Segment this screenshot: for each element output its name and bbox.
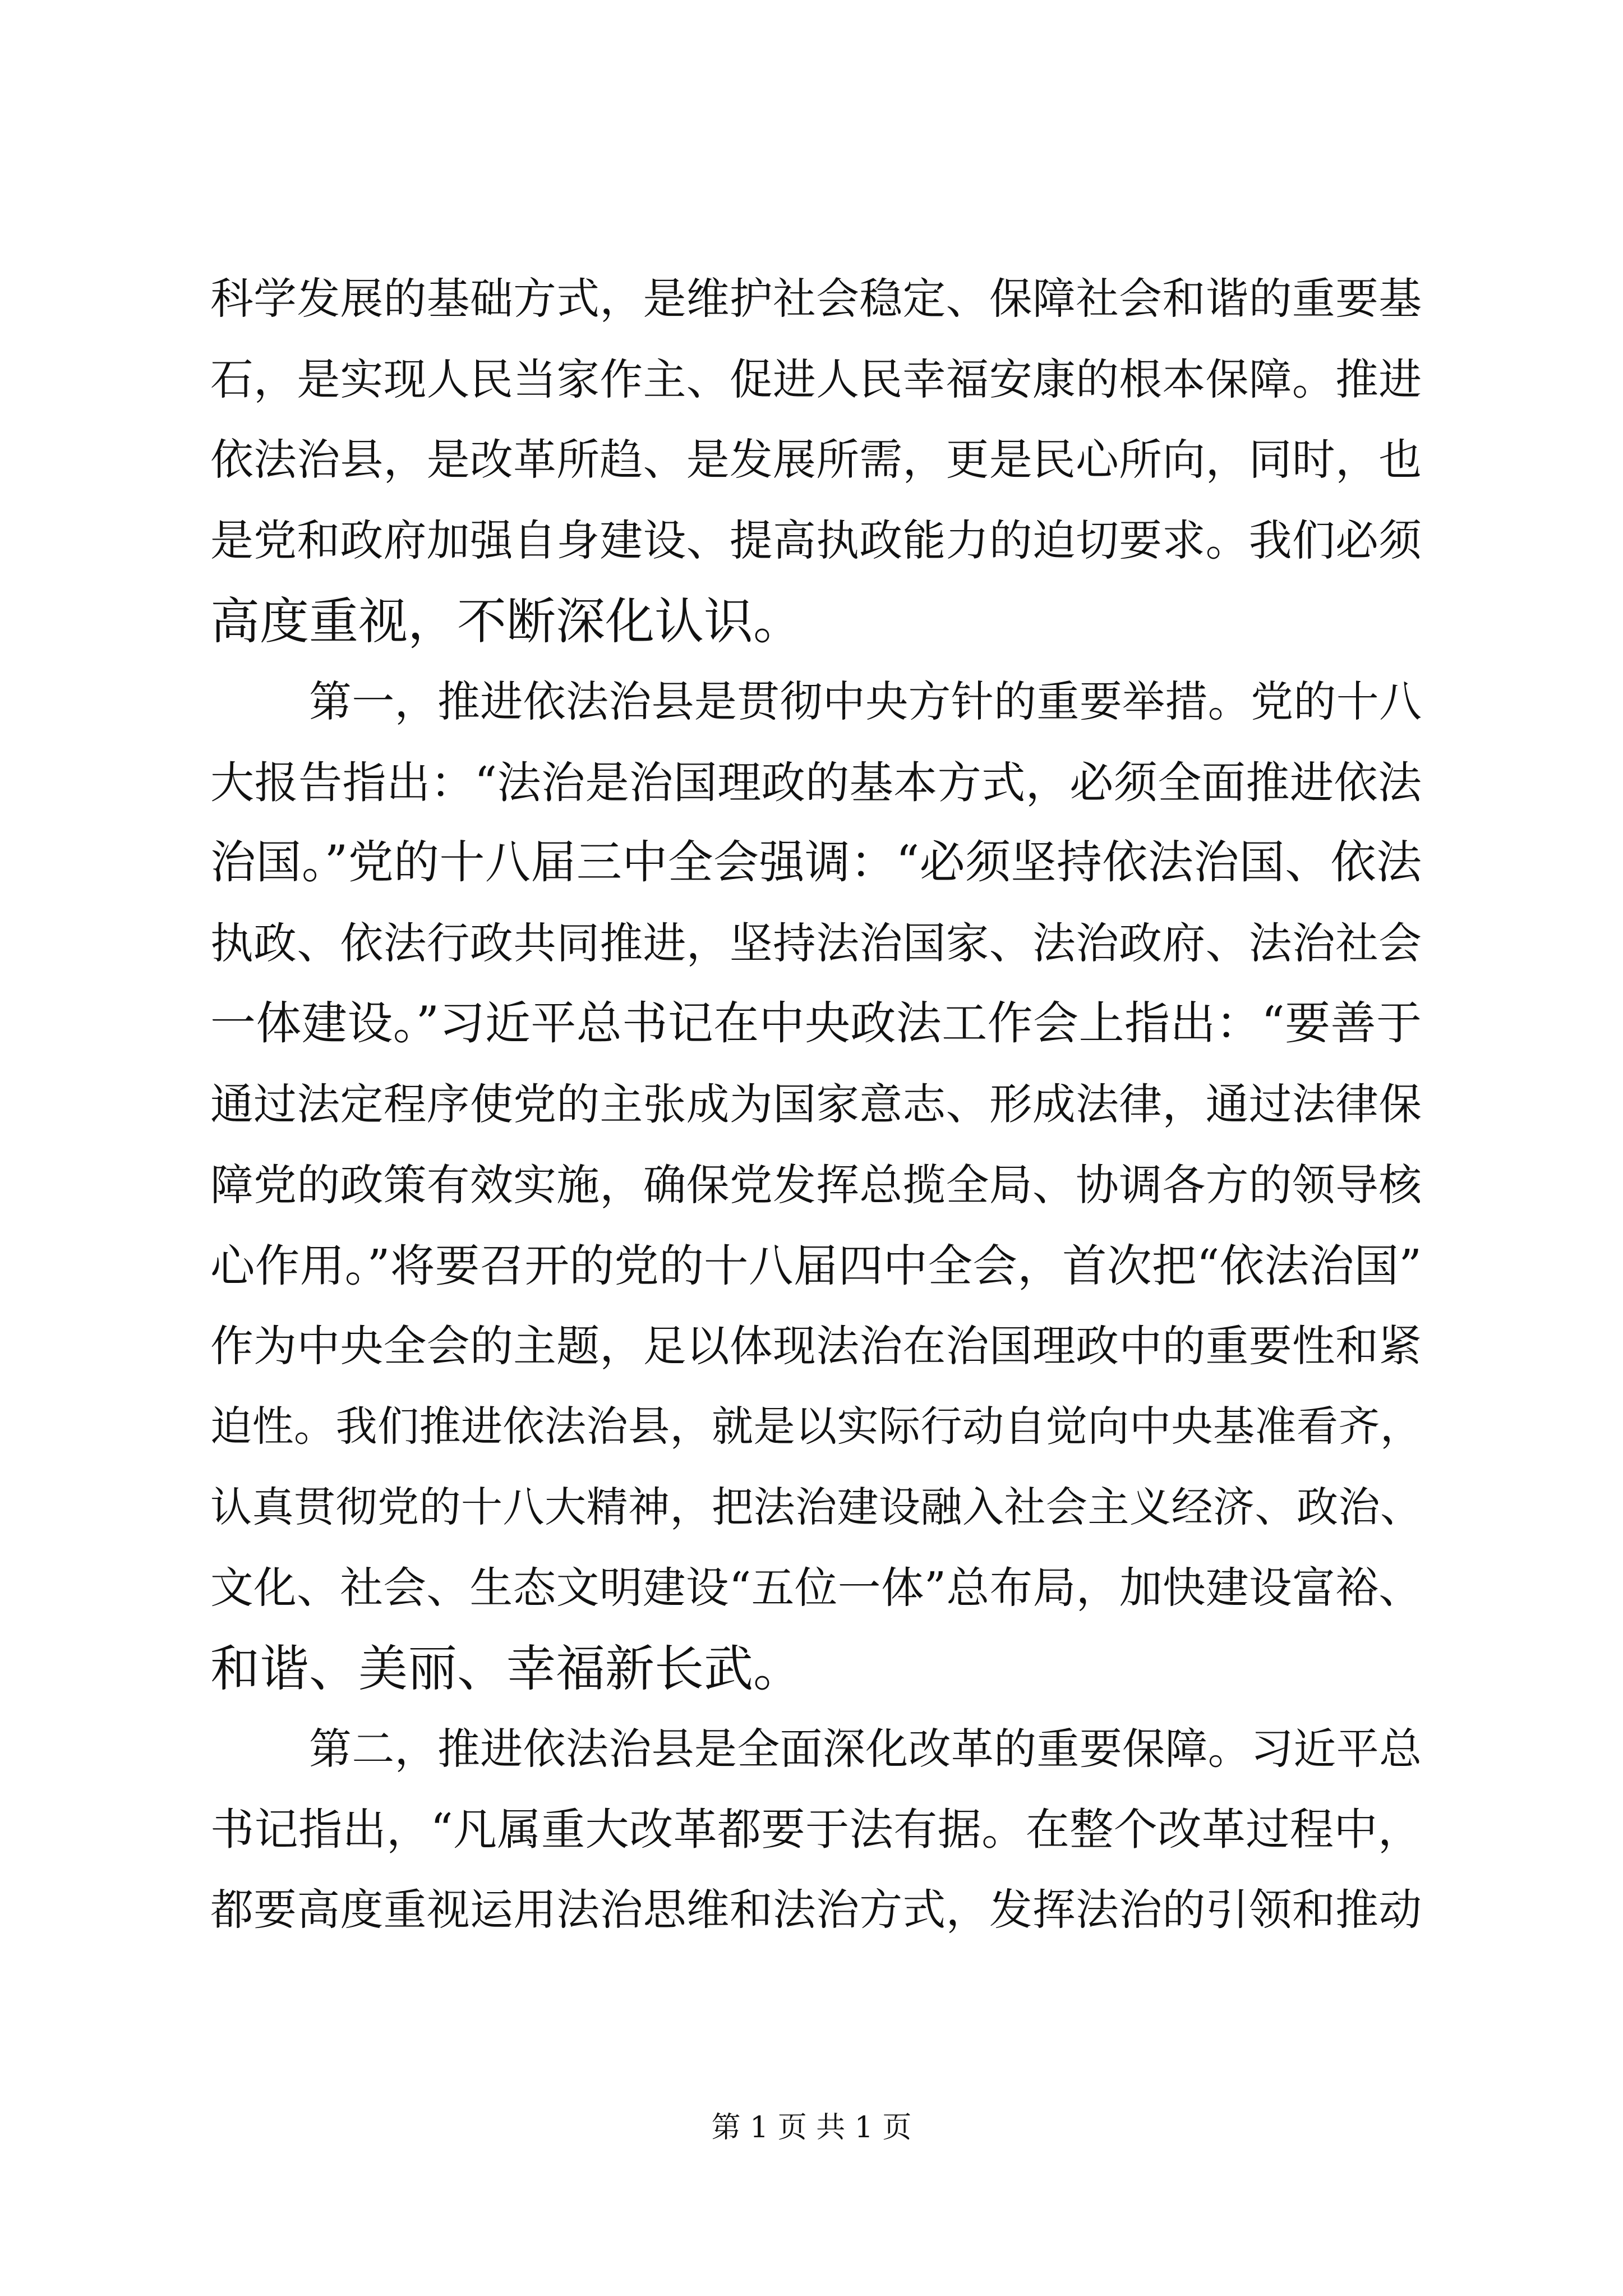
text-line: 一体建设。”习近平总书记在中央政法工作会上指出：“要善于 <box>210 997 1422 1051</box>
text-line: 高度重视，不断深化认识。 <box>210 592 803 651</box>
page-number-label: 第 1 页 共 1 页 <box>711 2111 912 2145</box>
text-line: 依法治县，是改革所趋、是发展所需，更是民心所向，同时，也 <box>210 435 1422 486</box>
text-line: 认真贯彻党的十八大精神，把法治建设融入社会主义经济、政治、 <box>210 1483 1422 1531</box>
text-line: 书记指出，“凡属重大改革都要于法有据。在整个改革过程中， <box>210 1804 1422 1856</box>
text-line: 心作用。”将要召开的党的十八届四中全会，首次把“依法治国” <box>210 1240 1422 1292</box>
document-body <box>210 259 1422 1950</box>
text-line: 石，是实现人民当家作主、促进人民幸福安康的根本保障。推进 <box>210 355 1422 405</box>
text-line: 治国。”党的十八届三中全会强调：“必须坚持依法治国、依法 <box>210 836 1422 890</box>
paragraph-first-line: 第一，推进依法治县是贯彻中央方针的重要举措。党的十八 <box>309 677 1422 726</box>
text-line: 科学发展的基础方式，是维护社会稳定、保障社会和谐的重要基 <box>210 274 1422 324</box>
text-line: 通过法定程序使党的主张成为国家意志、形成法律，通过法律保 <box>210 1079 1422 1130</box>
text-line: 大报告指出：“法治是治国理政的基本方式，必须全面推进依法 <box>210 757 1422 808</box>
text-line: 都要高度重视运用法治思维和法治方式，发挥法治的引领和推动 <box>210 1885 1422 1935</box>
text-line: 执政、依法行政共同推进，坚持法治国家、法治政府、法治社会 <box>210 918 1422 969</box>
text-line: 文化、社会、生态文明建设“五位一体”总布局，加快建设富裕、 <box>210 1563 1422 1613</box>
text-line: 迫性。我们推进依法治县，就是以实际行动自觉向中央基准看齐， <box>210 1402 1422 1451</box>
paragraph-first-line: 第二，推进依法治县是全面深化改革的重要保障。习近平总 <box>309 1724 1422 1774</box>
text-line: 和谐、美丽、幸福新长武。 <box>210 1640 803 1698</box>
text-line: 障党的政策有效实施，确保党发挥总揽全局、协调各方的领导核 <box>210 1160 1422 1211</box>
text-line: 作为中央全会的主题，足以体现法治在治国理政中的重要性和紧 <box>210 1321 1422 1372</box>
page-footer <box>0 2108 1623 2147</box>
text-line: 是党和政府加强自身建设、提高执政能力的迫切要求。我们必须 <box>210 516 1422 566</box>
